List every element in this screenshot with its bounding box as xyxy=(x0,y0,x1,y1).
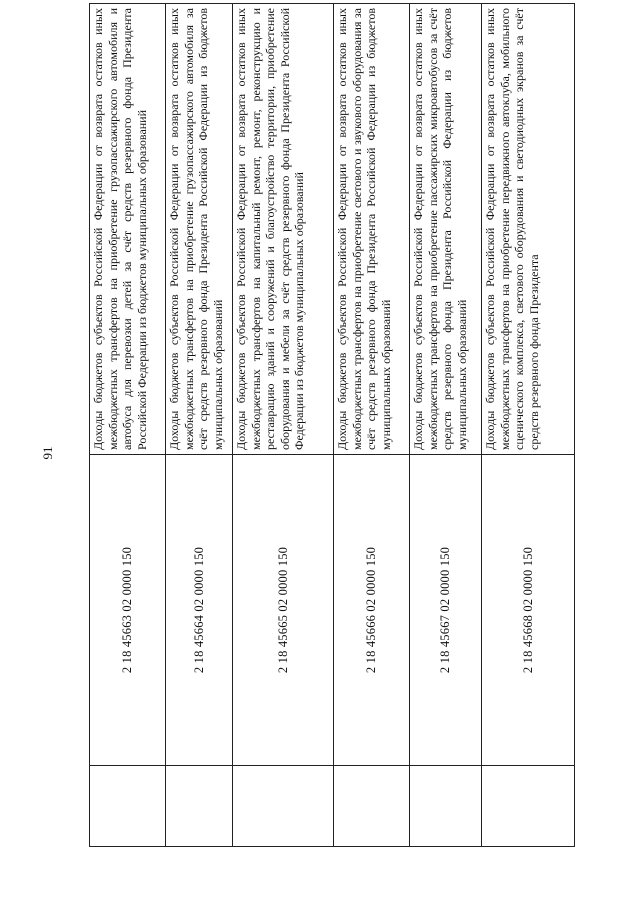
budget-code: 2 18 45666 02 0000 150 xyxy=(334,455,410,766)
code-description: Доходы бюджетов субъектов Российской Федерации от возврата остатков иных межбюджетных трансфертов на приобретение передвижного автоклуба, мобильного сценического комплекса, светового оборудования и светодиодных экранов за счёт средств резервного фонда Президента xyxy=(482,4,575,455)
budget-code: 2 18 45665 02 0000 150 xyxy=(233,455,334,766)
budget-code: 2 18 45667 02 0000 150 xyxy=(410,455,482,766)
table-row xyxy=(482,4,575,847)
empty-cell xyxy=(334,766,410,847)
code-description: Доходы бюджетов субъектов Российской Федерации от возврата остатков иных межбюджетных трансфертов на приобретение грузопассажирского автомобиля и автобуса для перевозки детей за счёт средств резервного фонда Президента Российской Федерации из бюджетов муниципальных образований xyxy=(90,4,166,455)
budget-code: 2 18 45668 02 0000 150 xyxy=(482,455,575,766)
code-description: Доходы бюджетов субъектов Российской Федерации от возврата остатков иных межбюджетных трансфертов на приобретение светового и звукового оборудования за счёт средств резервного фонда Президента Российской Федерации из бюджетов муниципальных образований xyxy=(334,4,410,455)
empty-cell xyxy=(233,766,334,847)
empty-cell xyxy=(90,766,166,847)
table-row xyxy=(233,4,334,847)
table-row xyxy=(410,4,482,847)
empty-cell xyxy=(166,766,233,847)
table-row xyxy=(90,4,166,847)
code-description: Доходы бюджетов субъектов Российской Федерации от возврата остатков иных межбюджетных трансфертов на приобретение пассажирских микроавтобусов за счёт средств резервного фонда Президента Российской Федерации из бюджетов муниципальных образований xyxy=(410,4,482,455)
empty-cell xyxy=(482,766,575,847)
code-description: Доходы бюджетов субъектов Российской Федерации от возврата остатков иных межбюджетных трансфертов на приобретение грузопассажирского автомобиля за счёт средств резервного фонда Президента Российской Федерации из бюджетов муниципальных образований xyxy=(166,4,233,455)
budget-code: 2 18 45664 02 0000 150 xyxy=(166,455,233,766)
budget-code: 2 18 45663 02 0000 150 xyxy=(90,455,166,766)
page-number: 91 xyxy=(40,446,55,460)
table-row xyxy=(334,4,410,847)
revenue-codes-table xyxy=(89,3,575,847)
code-description: Доходы бюджетов субъектов Российской Федерации от возврата остатков иных межбюджетных трансфертов на капитальный ремонт, ремонт, реконструкцию и реставрацию зданий и сооружений и благоустройство территории, приобретение оборудования и мебели за счёт средств резервного фонда Президента Российской Федерации из бюджетов муниципальных образований xyxy=(233,4,334,455)
empty-cell xyxy=(410,766,482,847)
table-row xyxy=(166,4,233,847)
